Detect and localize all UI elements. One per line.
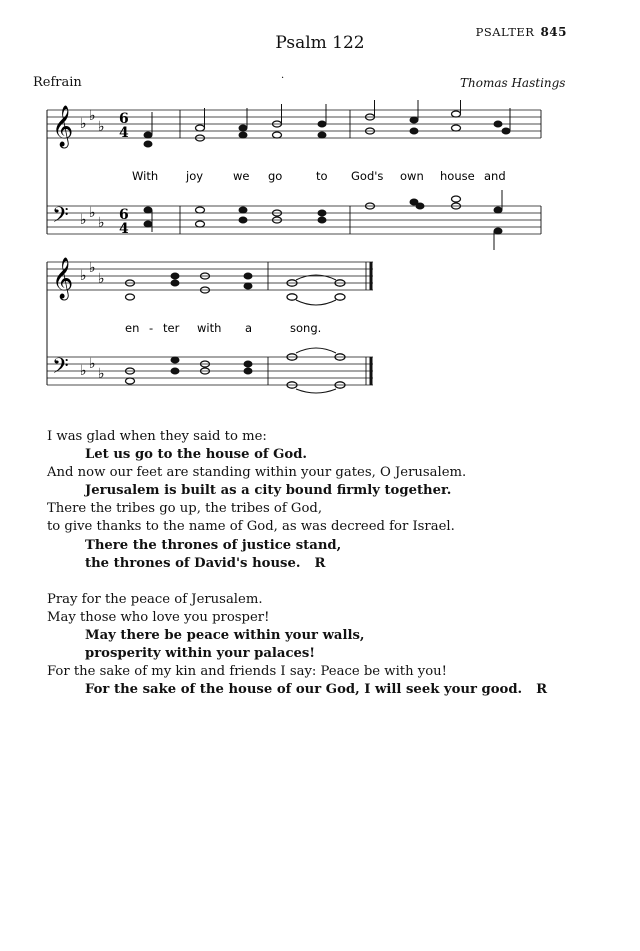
- lyric-syllable: house: [440, 169, 475, 183]
- line-text: And now our feet are standing within your gates, O Jerusalem.: [47, 465, 467, 481]
- verse-line: [47, 663, 607, 681]
- refrain-marker: R: [536, 682, 548, 698]
- svg-text:♭: ♭: [98, 119, 105, 135]
- line-text: There the tribes go up, the tribes of God,: [47, 501, 323, 517]
- bass-notes-2: [126, 348, 346, 393]
- line-text: I was glad when they said to me:: [47, 429, 267, 444]
- svg-text:♭: ♭: [89, 108, 96, 124]
- svg-text:4: 4: [119, 221, 129, 237]
- svg-text:♭: ♭: [98, 366, 105, 382]
- lyric-syllable: With: [132, 169, 159, 183]
- lyric-syllable: and: [484, 169, 506, 183]
- svg-text:♭: ♭: [80, 116, 87, 132]
- treble-clef-icon: 𝄞: [52, 106, 74, 147]
- page-number: 845: [540, 25, 567, 39]
- verse-line: [47, 609, 607, 627]
- time-signature: [119, 111, 129, 237]
- svg-text:6: 6: [119, 111, 129, 127]
- line-text: Jerusalem is built as a city bound firmly together.: [85, 483, 452, 499]
- lyric-syllable: own: [400, 169, 424, 183]
- svg-text:♭: ♭: [80, 212, 87, 228]
- music-notation: [0, 100, 640, 400]
- response-line: [47, 645, 607, 663]
- lyrics-system-2: [125, 321, 321, 335]
- stanza-1: [47, 428, 607, 573]
- verse-line: [47, 428, 607, 446]
- response-line: [47, 681, 607, 699]
- treble-notes-2: [126, 273, 346, 305]
- lyric-syllable: to: [316, 169, 328, 183]
- response-line: [47, 482, 607, 500]
- bass-clef-icon: 𝄢: [52, 354, 69, 384]
- svg-text:♭: ♭: [80, 363, 87, 379]
- line-text: For the sake of my kin and friends I say: Peace be with you!: [47, 664, 447, 680]
- composer-credit: Thomas Hastings: [460, 76, 566, 90]
- section-label: PSALTER: [475, 25, 535, 39]
- svg-text:♭: ♭: [98, 271, 105, 287]
- line-text: For the sake of the house of our God, I will seek your good.: [85, 682, 523, 698]
- svg-text:♭: ♭: [89, 205, 96, 221]
- line-text: Pray for the peace of Jerusalem.: [47, 591, 263, 607]
- lyric-syllable: go: [268, 169, 283, 183]
- psalm-text: [47, 428, 607, 699]
- line-text: May there be peace within your walls,: [85, 628, 365, 644]
- response-line: [47, 555, 607, 573]
- response-line: [47, 537, 607, 555]
- lyric-syllable: en: [125, 321, 140, 335]
- lyric-syllable: God's: [351, 169, 384, 183]
- key-signature-flats: [80, 108, 105, 231]
- lyric-syllable: joy: [186, 169, 204, 183]
- lyric-syllable: -: [149, 321, 154, 335]
- lyric-syllable: ter: [163, 321, 180, 335]
- refrain-label: Refrain: [33, 75, 82, 90]
- line-text: the thrones of David's house.: [85, 555, 301, 571]
- lyrics-system-1: [132, 169, 506, 183]
- stray-mark: ·: [281, 73, 285, 84]
- svg-text:♭: ♭: [89, 260, 96, 276]
- svg-text:♭: ♭: [80, 268, 87, 284]
- verse-line: [47, 518, 607, 536]
- stanza-gap: [47, 573, 607, 591]
- line-text: prosperity within your palaces!: [85, 646, 316, 662]
- svg-text:♭: ♭: [89, 356, 96, 372]
- system-2: [47, 257, 373, 393]
- line-text: to give thanks to the name of God, as was decreed for Israel.: [47, 519, 455, 535]
- svg-text:4: 4: [119, 125, 129, 141]
- treble-clef-icon: 𝄞: [52, 258, 74, 299]
- line-text: Let us go to the house of God.: [85, 447, 308, 463]
- verse-line: [47, 500, 607, 518]
- lyric-syllable: a: [245, 321, 253, 335]
- lyric-syllable: song.: [290, 321, 322, 335]
- bass-clef-icon: 𝄢: [52, 203, 69, 233]
- line-text: There the thrones of justice stand,: [85, 537, 342, 553]
- page-title: Psalm 122: [275, 33, 365, 53]
- system-1: [47, 100, 541, 250]
- svg-text:6: 6: [119, 207, 129, 223]
- treble-notes-1: [144, 100, 510, 147]
- response-line: [47, 627, 607, 645]
- line-text: May those who love you prosper!: [47, 609, 270, 625]
- stanza-2: [47, 591, 607, 700]
- refrain-marker: R: [314, 555, 326, 571]
- response-line: [47, 446, 607, 464]
- verse-line: [47, 464, 607, 482]
- svg-text:♭: ♭: [98, 215, 105, 231]
- verse-line: [47, 591, 607, 609]
- lyric-syllable: we: [233, 169, 250, 183]
- lyric-syllable: with: [197, 321, 222, 335]
